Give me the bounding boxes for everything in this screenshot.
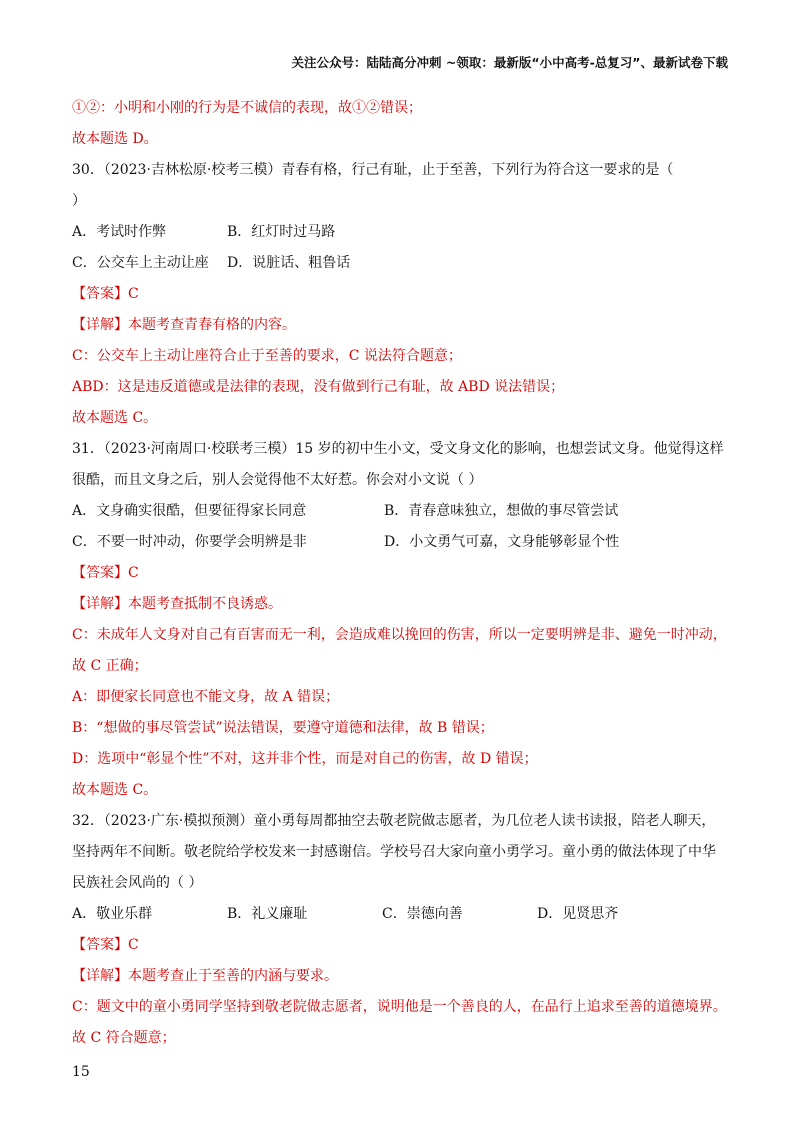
q32-option-c: C．崇德向善 — [382, 906, 463, 922]
q32-option-d: D．见贤思齐 — [537, 906, 619, 922]
page-number: 15 — [72, 1064, 90, 1080]
q31-option-a: A．文身确实很酷，但要征得家长同意 — [72, 503, 307, 519]
q32-option-a: A．敬业乐群 — [72, 906, 153, 922]
q32-stem-cont2: 民族社会风尚的（ ） — [72, 875, 203, 891]
q30-explain: 【详解】本题考查青春有格的内容。 — [72, 317, 296, 333]
q30-stem-cont: ） — [72, 193, 86, 209]
q31-option-b: B．青春意味独立，想做的事尽管尝试 — [384, 503, 619, 519]
page-header: 关注公众号：陆陆高分冲刺 ~领取：最新版“小中高考-总复习”、最新试卷下载 — [291, 55, 728, 70]
q30-options-row1 — [72, 217, 732, 248]
q30-options-row2 — [72, 248, 732, 279]
q30-analysis-2: ABD：这是违反道德或是法律的表现，没有做到行己有耻，故 ABD 说法错误； — [72, 379, 565, 395]
q31-stem-cont: 很酷，而且文身之后，别人会觉得他不太好惹。你会对小文说（ ） — [72, 472, 483, 488]
q30-option-c: C．公交车上主动让座 — [72, 255, 209, 271]
q31-analysis-3: A：即便家长同意也不能文身，故 A 错误； — [72, 689, 340, 705]
q31-stem: 31．（2023·河南周口·校联考三模）15 岁的初中生小文，受文身文化的影响，也想尝试文身。他觉得这样 — [72, 441, 724, 457]
q30-answer: 【答案】C — [72, 286, 139, 302]
q30-option-b: B．红灯时过马路 — [227, 224, 336, 240]
q30-analysis-1: C：公交车上主动让座符合止于至善的要求，C 说法符合题意； — [72, 348, 462, 364]
q32-option-b: B．礼义廉耻 — [227, 906, 308, 922]
q31-analysis-2: 故 C 正确； — [72, 658, 148, 674]
prev-analysis-line: ①②：小明和小刚的行为是不诚信的表现，故①②错误； — [72, 100, 422, 116]
q32-explain: 【详解】本题考查止于至善的内涵与要求。 — [72, 968, 338, 984]
q31-analysis-1: C：未成年人文身对自己有百害而无一利，会造成难以挽回的伤害，所以一定要明辨是非、避免一时冲动， — [72, 627, 727, 643]
q32-answer: 【答案】C — [72, 937, 139, 953]
q31-option-d: D．小文勇气可嘉，文身能够彰显个性 — [384, 534, 620, 550]
prev-conclusion: 故本题选 D。 — [72, 131, 158, 147]
q30-stem: 30．（2023·吉林松原·校考三模）青春有格，行己有耻，止于至善，下列行为符合这一要求的是（ — [72, 162, 674, 178]
q32-analysis-2: 故 C 符合题意； — [72, 1030, 176, 1046]
q32-options-row — [72, 899, 732, 930]
page-content — [72, 93, 732, 1054]
q31-options-row1 — [72, 496, 732, 527]
q32-stem: 32．（2023·广东·模拟预测）童小勇每周都抽空去敬老院做志愿者，为几位老人读书读报，陪老人聊天， — [72, 813, 716, 829]
q31-analysis-5: D：选项中“彰显个性”不对，这并非个性，而是对自己的伤害，故 D 错误； — [72, 751, 538, 767]
q31-analysis-4: B：“想做的事尽管尝试”说法错误，要遵守道德和法律，故 B 错误； — [72, 720, 494, 736]
q31-option-c: C．不要一时冲动，你要学会明辨是非 — [72, 534, 307, 550]
q31-answer: 【答案】C — [72, 565, 139, 581]
q32-stem-cont: 坚持两年不间断。敬老院给学校发来一封感谢信。学校号召大家向童小勇学习。童小勇的做法体现了中华 — [72, 844, 716, 860]
q30-option-a: A．考试时作弊 — [72, 224, 167, 240]
q30-option-d: D．说脏话、粗鲁话 — [227, 255, 351, 271]
q31-analysis-6: 故本题选 C。 — [72, 782, 158, 798]
q30-analysis-3: 故本题选 C。 — [72, 410, 158, 426]
q31-options-row2 — [72, 527, 732, 558]
q31-explain: 【详解】本题考查抵制不良诱惑。 — [72, 596, 282, 612]
q32-analysis-1: C：题文中的童小勇同学坚持到敬老院做志愿者，说明他是一个善良的人，在品行上追求至善的道德境界。 — [72, 999, 727, 1015]
